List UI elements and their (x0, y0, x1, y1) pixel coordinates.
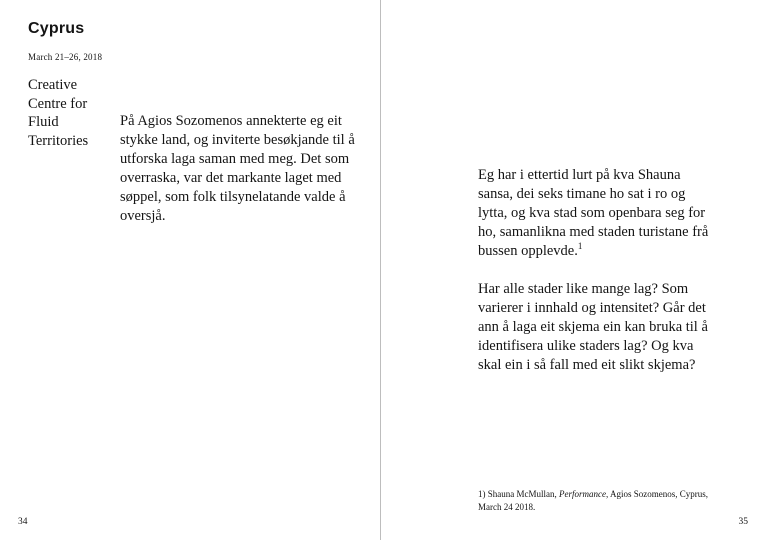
page-number-right: 35 (738, 517, 748, 527)
institution-line: Territories (28, 132, 89, 149)
page-gutter-divider (380, 0, 381, 540)
footnote-reference: 1 (577, 241, 583, 252)
footnote (478, 488, 710, 513)
page-date: March 21–26, 2018 (28, 52, 103, 62)
left-body-paragraph: På Agios Sozomenos annekterte eg eit stykke land, og inviterte besøkjande til å utforska laga saman med meg. Det som overraska, var det markante laget med søppel, som folk tilsynelatande valde å oversjå. (120, 113, 355, 224)
right-body-text (478, 166, 714, 375)
right-paragraph-1 (478, 166, 714, 261)
institution-line: Fluid (28, 114, 59, 130)
footnote-suffix: , Agios Sozomenos, Cyprus, March 24 2018. (478, 489, 709, 512)
institution-line: Creative (28, 77, 78, 93)
footnote-work-title: Performance (559, 489, 606, 499)
institution-name (28, 76, 88, 150)
institution-line: Centre for (28, 95, 88, 112)
right-paragraph-2: Har alle stader like mange lag? Som varierer i innhald og intensitet? Går det ann å laga eit skjema ein kan bruka til å identifisera ulike staders lag? Og kva skal ein i så fall med eit slikt skjema? (478, 281, 708, 373)
page-number-left: 34 (18, 517, 28, 527)
page-title: Cyprus (28, 20, 85, 37)
right-paragraph-1-text: Eg har i ettertid lurt på kva Shauna sansa, dei seks timane ho sat i ro og lytta, og kva stad som openbara seg for ho, samanlikna med staden turistane frå bussen opplevde. (478, 167, 709, 259)
footnote-prefix: 1) Shauna McMullan, (478, 489, 559, 499)
